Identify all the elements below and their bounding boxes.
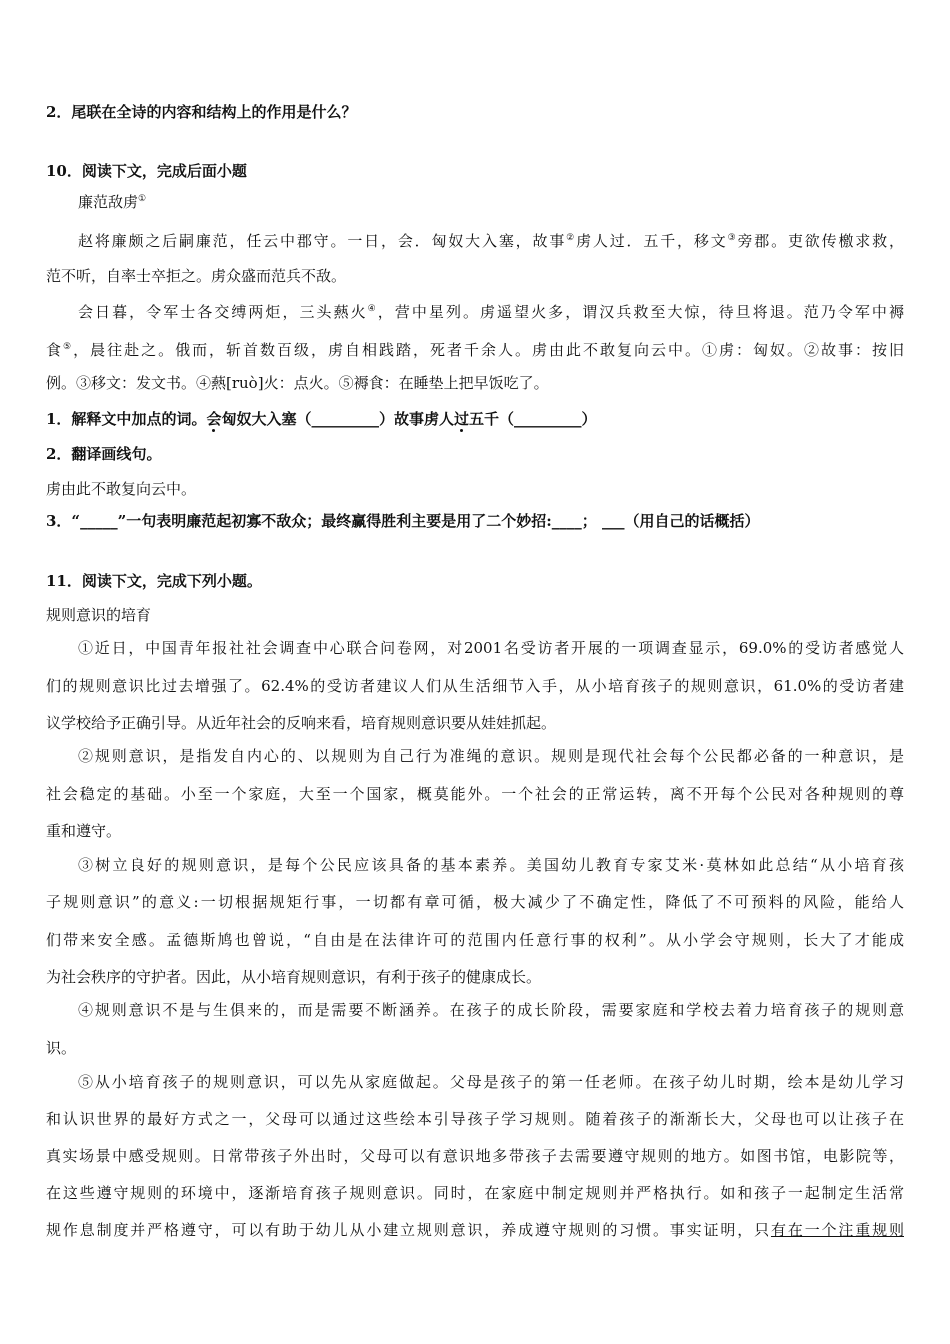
passage-line: 议学校给予正确引导。从近年社会的反响来看，培育规则意识要从娃娃抓起。: [46, 714, 557, 732]
passage-line: 为社会秩序的守护者。因此，从小培育规则意识，有利于孩子的健康成长。: [46, 968, 542, 986]
passage-line: 范不听，自率士卒拒之。虏众盛而范兵不敌。: [46, 267, 347, 285]
question-header: 11．阅读下文，完成下列小题。: [46, 572, 262, 590]
sub-question-2: 2．翻译画线句。: [46, 445, 162, 463]
sub-question-1: 1．解释文中加点的词。会匈奴大入塞（_________）故事虏人过五千（_________）: [46, 410, 597, 428]
passage-line: 在这些遵守规则的环境中，逐渐培育孩子规则意识。同时，在家庭中制定规则并严格执行。如和孩子一起制定生活常: [46, 1184, 904, 1202]
passage-line: ⑤从小培育孩子的规则意识，可以先从家庭做起。父母是孩子的第一任老师。在孩子幼儿时期，绘本是幼儿学习: [78, 1073, 904, 1091]
passage-title: 规则意识的培育: [46, 606, 152, 624]
sub-question-3: 3．“_____”一句表明廉范起初寡不敌众；最终赢得胜利主要是用了二个妙招:____； ___（用自己的话概括）: [46, 512, 760, 530]
dotted-word: 会: [206, 410, 222, 428]
question-header: 10．阅读下文，完成后面小题: [46, 162, 247, 180]
passage-line: ④规则意识不是与生俱来的，而是需要不断涵养。在孩子的成长阶段，需要家庭和学校去着力培育孩子的规则意: [78, 1001, 904, 1019]
passage-line: 们带来安全感。孟德斯鸠也曾说，“自由是在法律许可的范围内任意行事的权利”。从小学会守规则，长大了才能成: [46, 931, 904, 949]
passage-line: 识。: [46, 1039, 77, 1057]
passage-line: ②规则意识，是指发自内心的、以规则为自己行为准绳的意识。规则是现代社会每个公民都必备的一种意识，是: [78, 747, 904, 765]
passage-line: 们的规则意识比过去增强了。62.4%的受访者建议人们从生活细节入手，从小培育孩子的规则意识，61.0%的受访者建: [46, 677, 904, 695]
passage-line: 规作息制度并严格遵守，可以有助于幼儿从小建立规则意识，养成遵守规则的习惯。事实证明，只有在一个注重规则: [46, 1221, 904, 1239]
passage-line: 重和遵守。: [46, 822, 122, 840]
passage-line: ①近日，中国青年报社社会调查中心联合问卷网，对2001名受访者开展的一项调查显示，69.0%的受访者感觉人: [78, 639, 904, 657]
question-item: 2．尾联在全诗的内容和结构上的作用是什么？: [46, 103, 357, 121]
passage-line: 会日暮，令军士各交缚两炬，三头爇火④，营中星列。虏遥望火多，谓汉兵救至大惊，待旦将退。范乃令军中褥: [78, 303, 904, 321]
passage-line: 子规则意识”的意义:一切根据规矩行事，一切都有章可循，极大减少了不确定性，降低了不可预料的风险，能给人: [46, 893, 904, 911]
passage-line: 食⑤，晨往赴之。俄而，斩首数百级，虏自相践踏，死者千余人。虏由此不敢复向云中。①虏：匈奴。②故事：按旧: [46, 341, 904, 359]
passage-title: 廉范敌虏①: [78, 193, 147, 211]
passage-line: 社会稳定的基础。小至一个家庭，大至一个国家，概莫能外。一个社会的正常运转，离不开每个公民对各种规则的尊: [46, 785, 904, 803]
underlined-text: 有在一个注重规则: [770, 1221, 904, 1239]
passage-line: ③树立良好的规则意识，是每个公民应该具备的基本素养。美国幼儿教育专家艾米·莫林如此总结“从小培育孩: [78, 856, 904, 874]
dotted-word: 过: [453, 410, 469, 428]
footnote-line: 例。③移文：发文书。④爇[ruò]火：点火。⑤褥食：在睡垫上把早饭吃了。: [46, 374, 549, 392]
passage-line: 赵将廉颇之后嗣廉范，任云中郡守。一日，会．匈奴大入塞，故事②虏人过．五千，移文③旁郡。吏欲传檄求救，: [78, 232, 904, 250]
sub-question-2-line: 虏由此不敢复向云中。: [46, 480, 197, 498]
passage-line: 和认识世界的最好方式之一，父母可以通过这些绘本引导孩子学习规则。随着孩子的渐渐长大，父母也可以让孩子在: [46, 1110, 904, 1128]
passage-line: 真实场景中感受规则。日常带孩子外出时，父母可以有意识地多带孩子去需要遵守规则的地方。如图书馆，电影院等，: [46, 1147, 904, 1165]
